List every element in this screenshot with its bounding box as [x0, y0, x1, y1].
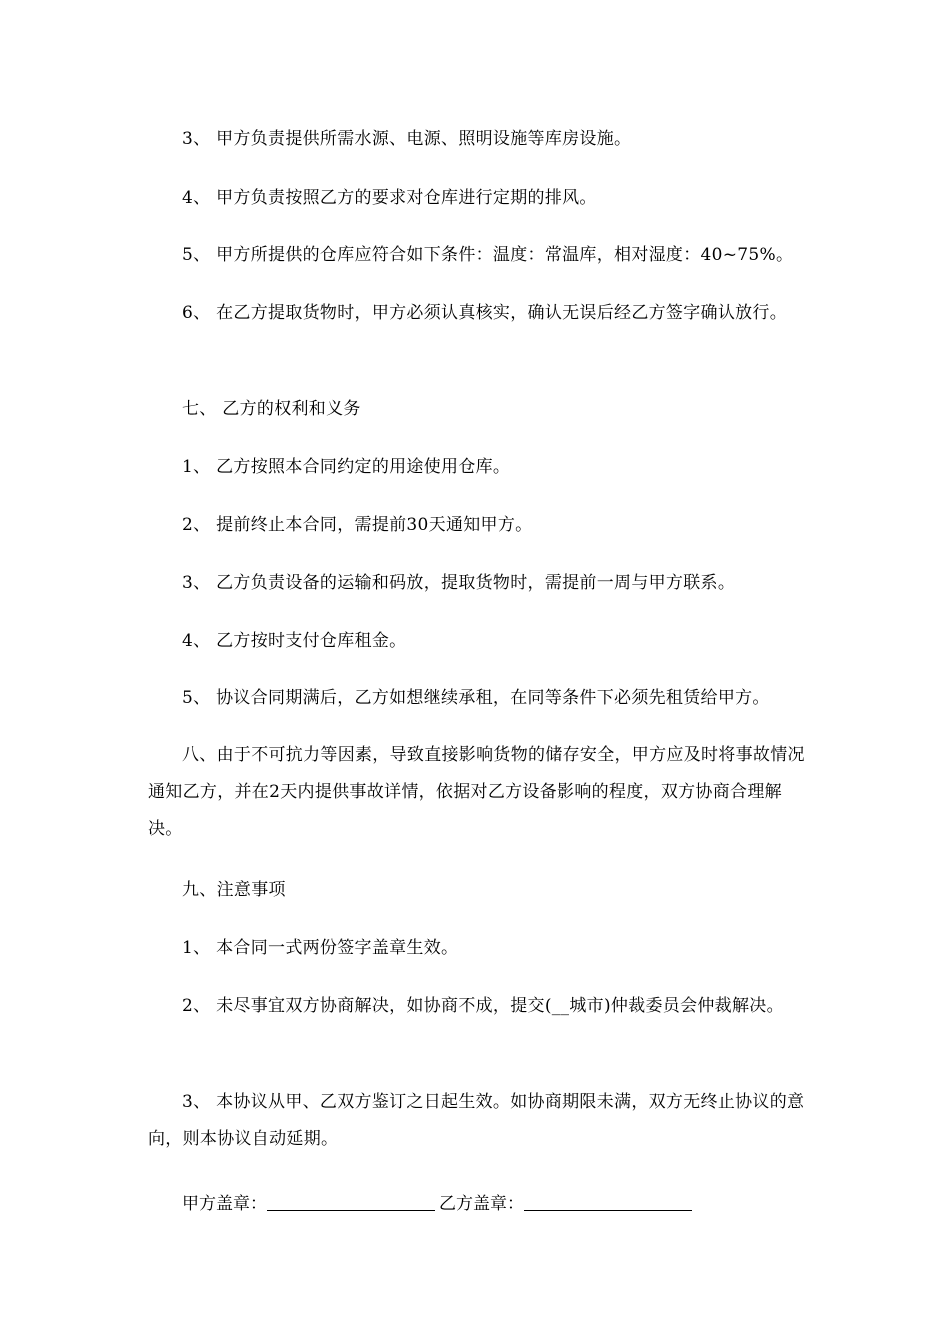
- party-a-seal-blank: [267, 1190, 435, 1211]
- signature-line: [182, 1186, 696, 1223]
- section-7-heading: 七、 乙方的权利和义务: [182, 399, 361, 419]
- clause-party-b-2: 2、 提前终止本合同，需提前30天通知甲方。: [182, 515, 533, 535]
- notice-1: 1、 本合同一式两份签字盖章生效。: [182, 938, 459, 958]
- clause-party-a-3: 3、 甲方负责提供所需水源、电源、照明设施等库房设施。: [182, 129, 632, 149]
- clause-party-b-4: 4、 乙方按时支付仓库租金。: [182, 631, 407, 651]
- party-a-seal-label: 甲方盖章：: [182, 1194, 267, 1214]
- notice-2: 2、 未尽事宜双方协商解决，如协商不成，提交(__城市)仲裁委员会仲裁解决。: [182, 996, 784, 1016]
- clause-party-b-3: 3、 乙方负责设备的运输和码放，提取货物时，需提前一周与甲方联系。: [182, 573, 736, 593]
- clause-party-a-6: 6、 在乙方提取货物时，甲方必须认真核实，确认无误后经乙方签字确认放行。: [182, 303, 788, 323]
- section-8-paragraph: 八、由于不可抗力等因素，导致直接影响货物的储存安全，甲方应及时将事故情况通知乙方，并在2天内提供事故详情，依据对乙方设备影响的程度，双方协商合理解决。: [148, 745, 805, 839]
- notice-3: 3、 本协议从甲、乙双方鉴订之日起生效。如协商期限未满，双方无终止协议的意向，则本协议自动延期。: [148, 1092, 805, 1149]
- party-b-seal-blank: [524, 1190, 692, 1211]
- clause-party-a-4: 4、 甲方负责按照乙方的要求对仓库进行定期的排风。: [182, 188, 597, 208]
- clause-party-a-5: 5、 甲方所提供的仓库应符合如下条件：温度：常温库，相对湿度：40~75%。: [182, 245, 794, 265]
- clause-party-b-1: 1、 乙方按照本合同约定的用途使用仓库。: [182, 457, 511, 477]
- section-9-heading: 九、注意事项: [182, 880, 286, 900]
- clause-party-b-5: 5、 协议合同期满后，乙方如想继续承租，在同等条件下必须先租赁给甲方。: [182, 688, 770, 708]
- party-b-seal-label: 乙方盖章：: [439, 1194, 524, 1214]
